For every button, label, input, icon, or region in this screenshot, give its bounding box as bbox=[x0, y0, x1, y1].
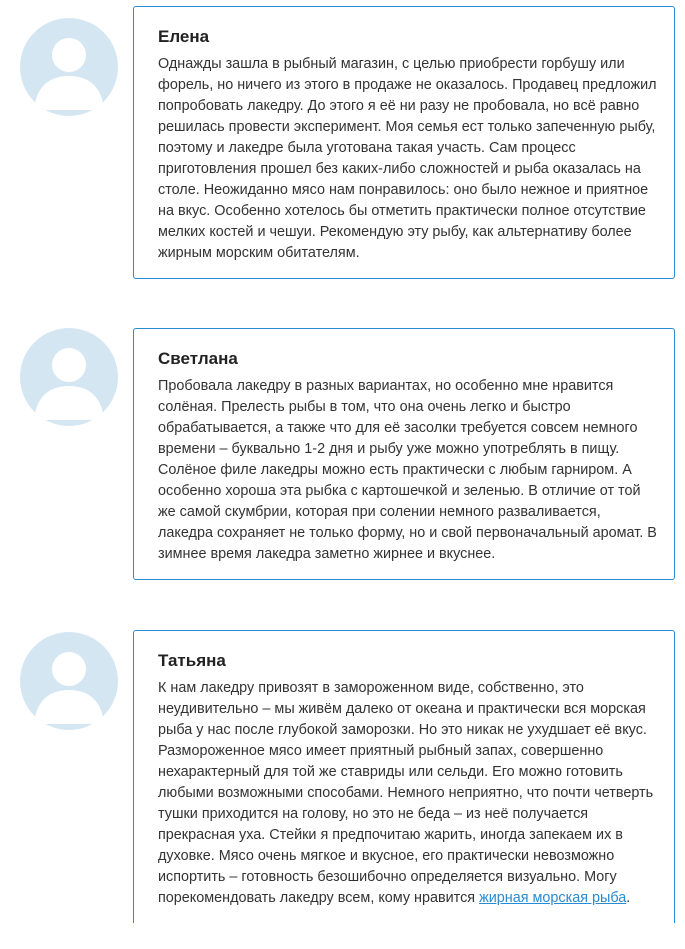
review-card bbox=[133, 6, 675, 279]
avatar bbox=[20, 18, 118, 116]
review-text: Однажды зашла в рыбный магазин, с целью приобрести горбушу или форель, но ничего из этого в продаже не оказалось. Продавец предложил попробовать лакедру. До этого я её ни разу не пробовала, но всё равно решилась провести эксперимент. Моя семья ест только запеченную рыбу, поэтому и лакедре была уготована такая участь. Сам процесс приготовления прошел без каких-либо сложностей и рыба оказалась на столе. Неожиданно мясо нам понравилось: оно было нежное и приятное на вкус. Особенно хотелось бы отметить практически полное отсутствие мелких костей и чешуи. Рекомендую эту рыбу, как альтернативу более жирным морским обитателям. bbox=[158, 56, 657, 261]
review-card bbox=[133, 630, 675, 923]
review-text bbox=[158, 678, 658, 909]
user-silhouette-icon bbox=[20, 632, 118, 730]
avatar bbox=[20, 632, 118, 730]
reviewer-name: Елена bbox=[158, 27, 210, 46]
review-text-end: . bbox=[626, 890, 631, 906]
user-silhouette-icon bbox=[20, 18, 118, 116]
reviewer-name: Татьяна bbox=[158, 651, 226, 670]
avatar bbox=[20, 328, 118, 426]
review-text-body: К нам лакедру привозят в замороженном виде, собственно, это неудивительно – мы живём далеко от океана и практически вся морская рыба у нас после глубокой заморозки. Но это никак не ухудшает её вкус. Размороженное мясо имеет приятный рыбный запах, совершенно нехарактерный для той же ставриды или сельди. Его можно готовить любыми возможными способами. Немного неприятно, что почти четверть тушки приходится на голову, но это не беда – из неё получается прекрасная уха. Стейки я предпочитаю жарить, иногда запекаем их в духовке. Мясо очень мягкое и вкусное, его практически невозможно испортить – готовность безошибочно определяется визуально. Могу порекомендовать лакедру всем, кому нравится bbox=[158, 680, 654, 906]
review-text: Пробовала лакедру в разных вариантах, но особенно мне нравится солёная. Прелесть рыбы в том, что она очень легко и быстро обрабатывается, а также что для её засолки требуется совсем немного времени – буквально 1-2 дня и рыбу уже можно употреблять в пищу. Солёное филе лакедры можно есть практически с любым гарниром. А особенно хороша эта рыбка с картошечкой и зеленью. В отличие от той же самой скумбрии, которая при солении немного разваливается, лакедра сохраняет не только форму, но и свой первоначальный аромат. В зимнее время лакедра заметно жирнее и вкуснее. bbox=[158, 378, 657, 562]
fatty-sea-fish-link[interactable]: жирная морская рыба bbox=[479, 890, 627, 906]
review-card bbox=[133, 328, 675, 580]
user-silhouette-icon bbox=[20, 328, 118, 426]
reviewer-name: Светлана bbox=[158, 349, 238, 368]
